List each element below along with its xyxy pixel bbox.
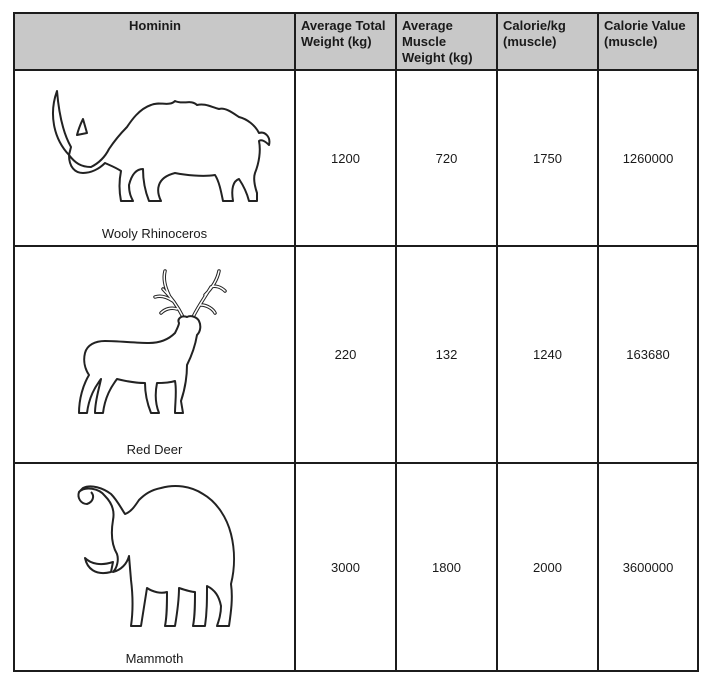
avg-total-weight-cell: 220 xyxy=(295,246,396,463)
avg-total-weight-cell: 3000 xyxy=(295,463,396,671)
hominin-calorie-table xyxy=(13,12,699,672)
animal-name: Wooly Rhinoceros xyxy=(101,226,208,241)
animal-cell xyxy=(14,246,295,463)
animal-cell xyxy=(14,463,295,671)
header-calorie-per-kg: Calorie/kg (muscle) xyxy=(497,13,598,70)
calorie-value-cell: 3600000 xyxy=(598,463,698,671)
animal-name: Red Deer xyxy=(126,442,183,457)
table-row xyxy=(14,246,698,463)
avg-muscle-weight-cell: 1800 xyxy=(396,463,497,671)
calorie-per-kg-cell: 2000 xyxy=(497,463,598,671)
header-avg-total-weight: Average Total Weight (kg) xyxy=(295,13,396,70)
avg-muscle-weight-cell: 720 xyxy=(396,70,497,246)
table-row xyxy=(14,70,698,246)
calorie-per-kg-cell: 1240 xyxy=(497,246,598,463)
calorie-per-kg-cell: 1750 xyxy=(497,70,598,246)
calorie-value-cell: 163680 xyxy=(598,246,698,463)
animal-cell xyxy=(14,70,295,246)
table-row xyxy=(14,463,698,671)
red-deer-icon xyxy=(65,265,245,430)
wooly-rhinoceros-icon xyxy=(35,83,275,218)
header-avg-muscle-weight: Average Muscle Weight (kg) xyxy=(396,13,497,70)
header-calorie-value: Calorie Value (muscle) xyxy=(598,13,698,70)
header-hominin: Hominin xyxy=(14,13,295,70)
animal-name: Mammoth xyxy=(125,651,184,666)
calorie-value-cell: 1260000 xyxy=(598,70,698,246)
header-row xyxy=(14,13,698,70)
avg-muscle-weight-cell: 132 xyxy=(396,246,497,463)
avg-total-weight-cell: 1200 xyxy=(295,70,396,246)
mammoth-icon xyxy=(55,480,255,645)
